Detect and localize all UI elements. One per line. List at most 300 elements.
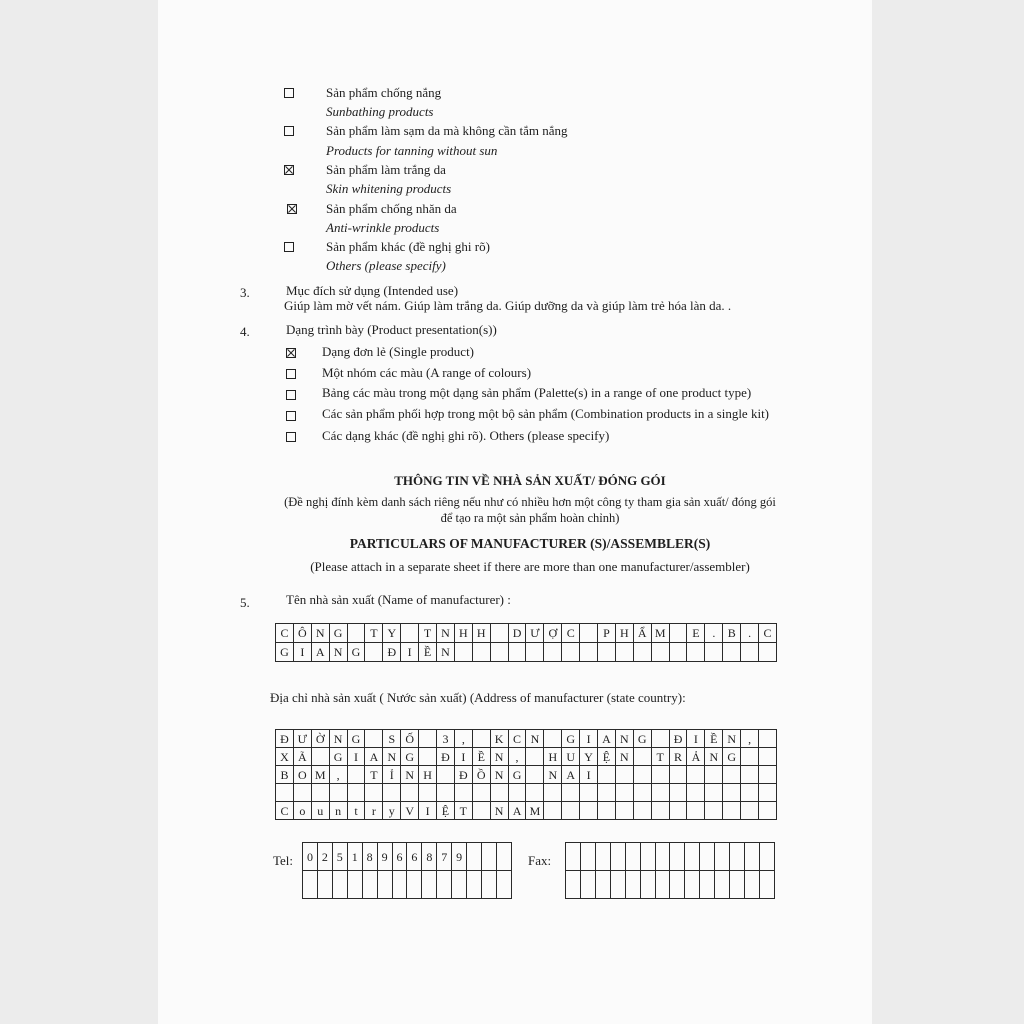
grid-cell[interactable]: N [329, 730, 347, 748]
checkbox-single-product[interactable] [286, 348, 296, 358]
grid-cell[interactable] [595, 843, 610, 871]
grid-cell[interactable]: C [508, 730, 526, 748]
option-label-en: Skin whitening products [326, 181, 452, 196]
grid-cell[interactable] [332, 871, 347, 899]
grid-cell[interactable] [303, 871, 318, 899]
grid-cell[interactable]: n [329, 802, 347, 820]
intended-use-text: Giúp làm mờ vết nám. Giúp làm trắng da. Giúp dưỡng da và giúp làm trẻ hóa làn da. . [284, 298, 732, 313]
grid-cell[interactable] [293, 784, 311, 802]
grid-cell[interactable] [472, 784, 490, 802]
grid-cell[interactable] [723, 784, 741, 802]
grid-cell[interactable] [651, 784, 669, 802]
section-5-number: 5. [240, 595, 250, 610]
grid-row [303, 843, 512, 871]
grid-cell[interactable]: C [276, 624, 294, 643]
grid-cell[interactable] [669, 802, 687, 820]
grid-cell[interactable] [347, 624, 365, 643]
grid-cell[interactable] [759, 730, 777, 748]
grid-cell[interactable] [508, 784, 526, 802]
grid-cell[interactable] [598, 784, 616, 802]
grid-cell[interactable]: N [615, 748, 633, 766]
grid-cell[interactable]: N [383, 748, 401, 766]
tel-grid[interactable] [302, 842, 512, 899]
checkbox[interactable] [284, 126, 294, 136]
grid-cell[interactable]: , [508, 748, 526, 766]
grid-cell[interactable]: N [490, 748, 508, 766]
grid-cell[interactable] [651, 802, 669, 820]
grid-cell[interactable] [655, 871, 670, 899]
grid-cell[interactable] [685, 871, 700, 899]
checkbox-range-of-colours[interactable] [286, 369, 296, 379]
grid-cell[interactable]: M [651, 624, 669, 643]
grid-cell[interactable] [687, 643, 705, 662]
grid-cell[interactable]: C [562, 624, 580, 643]
grid-cell[interactable] [508, 643, 526, 662]
grid-cell[interactable]: S [383, 730, 401, 748]
grid-cell[interactable]: N [490, 802, 508, 820]
grid-cell[interactable] [544, 643, 562, 662]
grid-cell[interactable] [730, 871, 745, 899]
grid-cell[interactable]: Đ [454, 766, 472, 784]
grid-cell[interactable] [580, 843, 595, 871]
grid-cell[interactable] [377, 871, 392, 899]
grid-cell[interactable]: y [383, 802, 401, 820]
grid-cell[interactable] [562, 784, 580, 802]
option-range-of-colours: Một nhóm các màu (A range of colours) [322, 365, 532, 380]
grid-cell[interactable]: N [437, 643, 455, 662]
grid-cell[interactable]: A [598, 730, 616, 748]
grid-cell[interactable]: C [759, 624, 777, 643]
grid-cell[interactable]: Ờ [311, 730, 329, 748]
grid-cell[interactable] [526, 784, 544, 802]
grid-cell[interactable]: G [276, 643, 294, 662]
grid-cell[interactable] [723, 643, 741, 662]
grid-cell[interactable] [490, 624, 508, 643]
grid-cell[interactable] [472, 802, 490, 820]
grid-cell[interactable]: N [705, 748, 723, 766]
grid-row [276, 643, 777, 662]
manufacturer-address-label: Địa chỉ nhà sản xuất ( Nước sản xuất) (Address of manufacturer (state country): [270, 690, 686, 705]
grid-cell[interactable] [526, 766, 544, 784]
grid-cell[interactable] [687, 802, 705, 820]
manufacturer-address-grid[interactable] [275, 729, 777, 820]
grid-cell[interactable]: N [437, 624, 455, 643]
grid-cell[interactable]: 9 [452, 843, 467, 871]
grid-cell[interactable] [566, 843, 581, 871]
manufacturer-title-en: PARTICULARS OF MANUFACTURER (S)/ASSEMBLER(S) [349, 536, 711, 551]
checkbox[interactable] [284, 242, 294, 252]
checkbox[interactable] [284, 88, 294, 98]
grid-cell[interactable]: I [401, 643, 419, 662]
grid-cell[interactable] [472, 730, 490, 748]
grid-cell[interactable] [759, 748, 777, 766]
grid-cell[interactable]: D [508, 624, 526, 643]
grid-cell[interactable]: 8 [422, 843, 437, 871]
option-label-en: Products for tanning without sun [326, 143, 498, 158]
grid-cell[interactable] [496, 843, 511, 871]
grid-cell[interactable]: Ẩ [633, 624, 651, 643]
grid-cell[interactable] [741, 748, 759, 766]
grid-cell[interactable]: U [562, 748, 580, 766]
grid-cell[interactable]: G [347, 730, 365, 748]
grid-cell[interactable]: O [293, 766, 311, 784]
grid-cell[interactable]: 7 [437, 843, 452, 871]
grid-cell[interactable]: G [329, 748, 347, 766]
grid-cell[interactable]: H [454, 624, 472, 643]
option-label-vn: Sản phẩm làm trắng da [326, 162, 446, 177]
grid-cell[interactable] [759, 766, 777, 784]
grid-cell[interactable]: A [508, 802, 526, 820]
grid-cell[interactable] [347, 871, 362, 899]
grid-cell[interactable] [472, 643, 490, 662]
grid-cell[interactable]: t [347, 802, 365, 820]
grid-cell[interactable] [329, 784, 347, 802]
grid-cell[interactable]: G [508, 766, 526, 784]
grid-cell[interactable]: N [490, 766, 508, 784]
grid-cell[interactable]: 9 [377, 843, 392, 871]
grid-cell[interactable]: Ố [401, 730, 419, 748]
grid-cell[interactable] [633, 748, 651, 766]
grid-cell[interactable] [759, 802, 777, 820]
grid-cell[interactable] [625, 843, 640, 871]
grid-cell[interactable]: H [419, 766, 437, 784]
grid-cell[interactable]: I [687, 730, 705, 748]
grid-cell[interactable]: Ệ [598, 748, 616, 766]
grid-cell[interactable] [437, 766, 455, 784]
grid-cell[interactable]: o [293, 802, 311, 820]
grid-cell[interactable]: B [276, 766, 294, 784]
grid-cell[interactable]: 6 [392, 843, 407, 871]
grid-cell[interactable] [437, 784, 455, 802]
grid-cell[interactable] [700, 843, 715, 871]
grid-cell[interactable] [544, 802, 562, 820]
grid-cell[interactable]: Đ [383, 643, 401, 662]
grid-cell[interactable] [276, 784, 294, 802]
grid-cell[interactable] [759, 843, 774, 871]
grid-cell[interactable]: 1 [347, 843, 362, 871]
grid-cell[interactable]: N [329, 643, 347, 662]
tel-label: Tel: [273, 853, 294, 868]
grid-cell[interactable]: A [365, 748, 383, 766]
checkbox[interactable] [284, 165, 294, 175]
grid-cell[interactable]: Ư [293, 730, 311, 748]
grid-cell[interactable]: X [276, 748, 294, 766]
grid-cell[interactable]: K [490, 730, 508, 748]
grid-cell[interactable] [669, 624, 687, 643]
grid-cell[interactable]: N [311, 624, 329, 643]
grid-cell[interactable]: A [562, 766, 580, 784]
grid-cell[interactable] [723, 802, 741, 820]
grid-cell[interactable] [633, 802, 651, 820]
grid-cell[interactable]: C [276, 802, 294, 820]
grid-cell[interactable]: Đ [669, 730, 687, 748]
option-label-en: Sunbathing products [326, 104, 434, 119]
grid-cell[interactable]: G [633, 730, 651, 748]
grid-cell[interactable]: Ã [293, 748, 311, 766]
grid-cell[interactable]: A [311, 643, 329, 662]
grid-cell[interactable]: r [365, 802, 383, 820]
grid-cell[interactable] [422, 871, 437, 899]
grid-cell[interactable]: G [329, 624, 347, 643]
grid-cell[interactable] [454, 784, 472, 802]
grid-cell[interactable] [685, 843, 700, 871]
grid-cell[interactable]: 8 [362, 843, 377, 871]
grid-cell[interactable] [544, 730, 562, 748]
grid-cell[interactable] [482, 871, 497, 899]
grid-cell[interactable]: Y [580, 748, 598, 766]
grid-cell[interactable] [347, 784, 365, 802]
grid-cell[interactable] [580, 871, 595, 899]
grid-cell[interactable] [705, 643, 723, 662]
grid-cell[interactable]: M [526, 802, 544, 820]
grid-cell[interactable] [640, 843, 655, 871]
grid-cell[interactable]: H [544, 748, 562, 766]
grid-cell[interactable] [705, 802, 723, 820]
grid-cell[interactable]: I [293, 643, 311, 662]
grid-cell[interactable] [467, 871, 482, 899]
grid-cell[interactable] [365, 784, 383, 802]
checkbox[interactable] [287, 204, 297, 214]
grid-cell[interactable] [467, 843, 482, 871]
grid-row [276, 766, 777, 784]
grid-cell[interactable]: I [347, 748, 365, 766]
grid-cell[interactable] [715, 843, 730, 871]
fax-grid[interactable] [565, 842, 775, 899]
grid-cell[interactable] [392, 871, 407, 899]
option-label-en: Anti-wrinkle products [326, 220, 440, 235]
grid-cell[interactable] [401, 784, 419, 802]
grid-cell[interactable] [705, 784, 723, 802]
grid-cell[interactable]: I [419, 802, 437, 820]
option-label-vn: Sản phẩm chống nhăn da [326, 201, 457, 216]
section-4-heading: Dạng trình bày (Product presentation(s)) [286, 322, 497, 337]
grid-cell[interactable] [482, 843, 497, 871]
grid-cell[interactable]: Ề [472, 748, 490, 766]
grid-cell[interactable]: T [365, 624, 383, 643]
grid-cell[interactable]: N [544, 766, 562, 784]
grid-cell[interactable] [651, 643, 669, 662]
grid-cell[interactable]: P [598, 624, 616, 643]
grid-cell[interactable]: , [741, 730, 759, 748]
grid-cell[interactable] [454, 643, 472, 662]
grid-cell[interactable]: 5 [332, 843, 347, 871]
grid-cell[interactable] [419, 784, 437, 802]
section-3-number: 3. [240, 285, 250, 300]
grid-cell[interactable] [610, 871, 625, 899]
grid-cell[interactable]: Ề [705, 730, 723, 748]
grid-cell[interactable]: V [401, 802, 419, 820]
grid-cell[interactable]: Y [383, 624, 401, 643]
grid-cell[interactable] [311, 784, 329, 802]
grid-cell[interactable]: N [615, 730, 633, 748]
grid-cell[interactable]: , [454, 730, 472, 748]
manufacturer-title-vn: THÔNG TIN VỀ NHÀ SẢN XUẤT/ ĐÓNG GÓI [394, 473, 666, 488]
grid-cell[interactable]: N [401, 766, 419, 784]
grid-cell[interactable]: Ả [687, 748, 705, 766]
option-others: Các dạng khác (đề nghị ghi rõ). Others (please specify) [322, 428, 610, 443]
grid-cell[interactable] [490, 643, 508, 662]
grid-cell[interactable]: 3 [437, 730, 455, 748]
grid-cell[interactable] [595, 871, 610, 899]
grid-cell[interactable]: E [687, 624, 705, 643]
grid-cell[interactable] [401, 624, 419, 643]
grid-cell[interactable] [640, 871, 655, 899]
grid-cell[interactable] [526, 643, 544, 662]
grid-cell[interactable]: G [347, 643, 365, 662]
grid-cell[interactable]: G [401, 748, 419, 766]
grid-cell[interactable]: . [705, 624, 723, 643]
grid-cell[interactable] [745, 843, 760, 871]
fax-label: Fax: [528, 853, 552, 868]
grid-cell[interactable]: N [723, 730, 741, 748]
grid-cell[interactable]: Ề [419, 643, 437, 662]
grid-cell[interactable] [615, 643, 633, 662]
grid-cell[interactable]: R [669, 748, 687, 766]
checkbox-others[interactable] [286, 432, 296, 442]
grid-cell[interactable]: 0 [303, 843, 318, 871]
grid-cell[interactable] [362, 871, 377, 899]
grid-cell[interactable]: Ồ [472, 766, 490, 784]
manufacturer-note-en: (Please attach in a separate sheet if there are more than one manufacturer/assembler) [310, 559, 750, 574]
grid-cell[interactable] [566, 871, 581, 899]
manufacturer-name-grid[interactable] [275, 623, 777, 662]
grid-row [276, 784, 777, 802]
grid-cell[interactable] [437, 871, 452, 899]
grid-cell[interactable] [669, 643, 687, 662]
grid-row [276, 748, 777, 766]
grid-cell[interactable] [655, 843, 670, 871]
grid-cell[interactable]: Ỉ [383, 766, 401, 784]
manufacturer-note-vn-line2: để tạo ra một sản phẩm hoàn chỉnh) [440, 511, 620, 525]
grid-cell[interactable] [741, 802, 759, 820]
grid-cell[interactable] [580, 784, 598, 802]
grid-row [566, 843, 775, 871]
grid-cell[interactable]: G [562, 730, 580, 748]
grid-cell[interactable] [745, 871, 760, 899]
grid-cell[interactable] [625, 871, 640, 899]
option-label-vn: Sản phẩm làm sạm da mà không cần tắm nắng [326, 123, 568, 138]
grid-cell[interactable] [670, 843, 685, 871]
grid-cell[interactable] [687, 784, 705, 802]
grid-cell[interactable]: Đ [276, 730, 294, 748]
grid-cell[interactable]: T [419, 624, 437, 643]
grid-cell[interactable] [598, 802, 616, 820]
grid-cell[interactable]: Ư [526, 624, 544, 643]
grid-cell[interactable] [759, 784, 777, 802]
grid-cell[interactable] [670, 871, 685, 899]
option-combination: Các sản phẩm phối hợp trong một bộ sản phẩm (Combination products in a single kit) [322, 406, 770, 421]
option-single-product: Dạng đơn lẻ (Single product) [322, 344, 475, 359]
grid-cell[interactable] [347, 766, 365, 784]
grid-cell[interactable] [526, 748, 544, 766]
manufacturer-note-vn-line1: (Đề nghị đính kèm danh sách riêng nếu như có nhiều hơn một công ty tham gia sản xuất/ đóng gói [284, 495, 776, 509]
grid-cell[interactable]: T [651, 748, 669, 766]
grid-cell[interactable] [383, 784, 401, 802]
grid-row [303, 871, 512, 899]
grid-cell[interactable]: N [526, 730, 544, 748]
grid-cell[interactable] [407, 871, 422, 899]
grid-cell[interactable] [651, 766, 669, 784]
grid-cell[interactable] [580, 643, 598, 662]
grid-cell[interactable]: B [723, 624, 741, 643]
grid-cell[interactable]: . [741, 624, 759, 643]
grid-cell[interactable] [311, 748, 329, 766]
grid-cell[interactable]: G [723, 748, 741, 766]
grid-cell[interactable] [365, 643, 383, 662]
grid-cell[interactable] [633, 784, 651, 802]
grid-cell[interactable] [669, 766, 687, 784]
grid-cell[interactable]: u [311, 802, 329, 820]
grid-cell[interactable] [365, 730, 383, 748]
grid-cell[interactable] [419, 748, 437, 766]
grid-cell[interactable] [562, 802, 580, 820]
checkbox-palette[interactable] [286, 390, 296, 400]
grid-cell[interactable]: Đ [437, 748, 455, 766]
grid-cell[interactable] [580, 802, 598, 820]
section-4-number: 4. [240, 324, 250, 339]
grid-cell[interactable] [580, 624, 598, 643]
grid-cell[interactable]: M [311, 766, 329, 784]
grid-cell[interactable] [723, 766, 741, 784]
grid-cell[interactable] [741, 784, 759, 802]
grid-cell[interactable]: I [580, 766, 598, 784]
grid-cell[interactable] [759, 871, 774, 899]
grid-cell[interactable] [633, 643, 651, 662]
grid-row [276, 802, 777, 820]
grid-cell[interactable] [669, 784, 687, 802]
grid-cell[interactable] [317, 871, 332, 899]
grid-cell[interactable] [687, 766, 705, 784]
grid-cell[interactable] [544, 784, 562, 802]
grid-cell[interactable] [490, 784, 508, 802]
grid-cell[interactable] [598, 643, 616, 662]
grid-cell[interactable] [741, 766, 759, 784]
grid-cell[interactable] [615, 766, 633, 784]
grid-cell[interactable]: Ệ [437, 802, 455, 820]
grid-cell[interactable]: T [365, 766, 383, 784]
grid-cell[interactable]: I [580, 730, 598, 748]
grid-cell[interactable] [452, 871, 467, 899]
grid-cell[interactable] [705, 766, 723, 784]
checkbox-combination[interactable] [286, 411, 296, 421]
grid-cell[interactable] [730, 843, 745, 871]
grid-cell[interactable] [562, 643, 580, 662]
grid-cell[interactable]: I [454, 748, 472, 766]
grid-cell[interactable] [598, 766, 616, 784]
option-label-en: Others (please specify) [326, 258, 446, 273]
grid-cell[interactable]: , [329, 766, 347, 784]
grid-cell[interactable] [759, 643, 777, 662]
grid-cell[interactable] [700, 871, 715, 899]
grid-cell[interactable] [615, 784, 633, 802]
grid-cell[interactable] [715, 871, 730, 899]
grid-cell[interactable]: 6 [407, 843, 422, 871]
grid-cell[interactable] [496, 871, 511, 899]
grid-cell[interactable] [610, 843, 625, 871]
grid-cell[interactable] [419, 730, 437, 748]
grid-cell[interactable]: Ợ [544, 624, 562, 643]
grid-cell[interactable]: H [472, 624, 490, 643]
grid-cell[interactable] [651, 730, 669, 748]
grid-cell[interactable] [741, 643, 759, 662]
grid-row [276, 730, 777, 748]
grid-cell[interactable] [615, 802, 633, 820]
grid-cell[interactable]: Ô [293, 624, 311, 643]
grid-cell[interactable]: 2 [317, 843, 332, 871]
grid-cell[interactable]: H [615, 624, 633, 643]
grid-cell[interactable]: T [454, 802, 472, 820]
grid-cell[interactable] [633, 766, 651, 784]
